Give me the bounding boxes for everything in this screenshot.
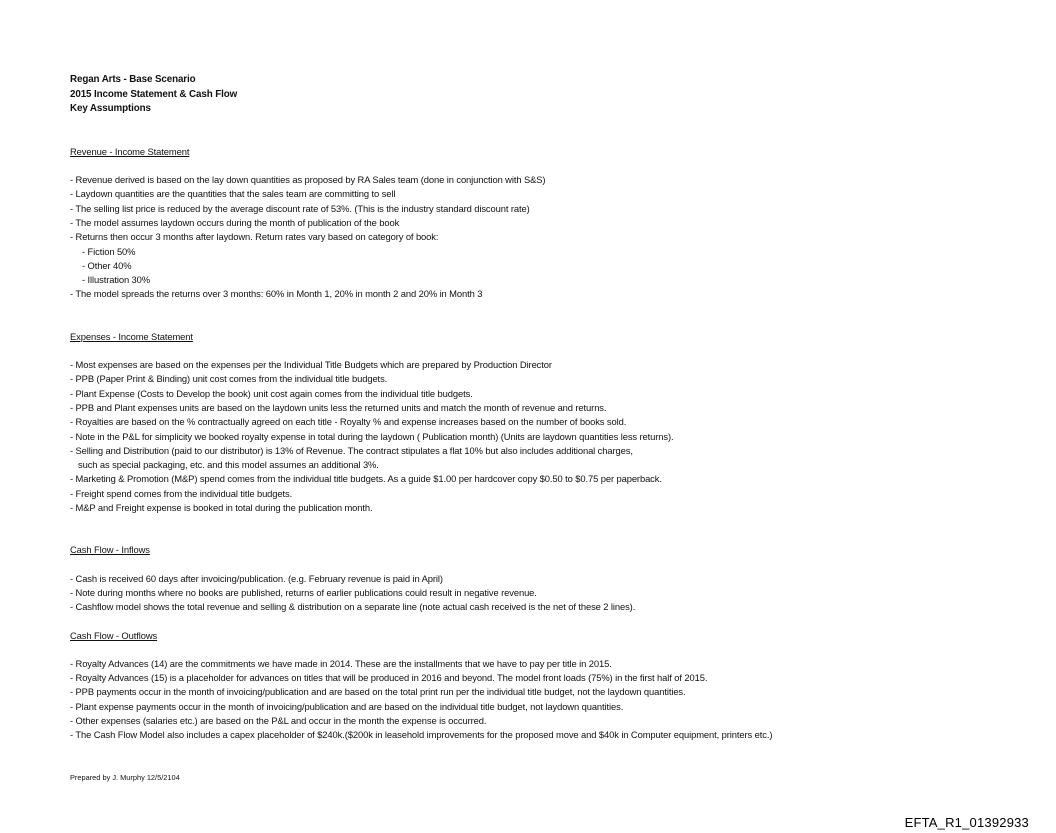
prepared-by-note: Prepared by J. Murphy 12/5/2104 bbox=[70, 773, 180, 782]
assumptions-document bbox=[70, 73, 1030, 743]
document-id: EFTA_R1_01392933 bbox=[904, 815, 1029, 830]
revenue-line: - The model spreads the returns over 3 months: 60% in Month 1, 20% in month 2 and 20% in Month 3 bbox=[70, 288, 483, 300]
header-key-assumptions: Key Assumptions bbox=[70, 103, 151, 115]
revenue-line: - The model assumes laydown occurs during the month of publication of the book bbox=[70, 216, 400, 228]
section-title-inflows: Cash Flow - Inflows bbox=[70, 544, 150, 556]
outflow-line: - Royalty Advances (14) are the commitments we have made in 2014. These are the installments that we have to pay per title in 2015. bbox=[70, 657, 612, 669]
expense-line: - M&P and Freight expense is booked in total during the publication month. bbox=[70, 502, 373, 514]
return-rate-fiction: - Fiction 50% bbox=[82, 245, 136, 257]
outflow-line: - Plant expense payments occur in the month of invoicing/publication and are based on the individual title budget, not laydown quantities. bbox=[70, 700, 624, 712]
section-title-revenue: Revenue - Income Statement bbox=[70, 145, 190, 157]
section-title-expenses: Expenses - Income Statement bbox=[70, 330, 193, 342]
header-title: Regan Arts - Base Scenario bbox=[70, 74, 196, 85]
outflow-assumptions bbox=[70, 657, 1030, 743]
expense-line: - Royalties are based on the % contractually agreed on each title - Royalty % and expense increases based on the number of books sold. bbox=[70, 416, 627, 428]
expense-line: - Note in the P&L for simplicity we booked royalty expense in total during the laydown ( Publication month) (Units are laydown quantities less returns). bbox=[70, 430, 674, 442]
outflow-line: - The Cash Flow Model also includes a capex placeholder of $240k.($200k in leasehold improvements for the proposed move and $40k in Computer equipment, printers etc.) bbox=[70, 729, 773, 741]
expense-line: - PPB (Paper Print & Binding) unit cost comes from the individual title budgets. bbox=[70, 373, 388, 385]
revenue-line: - Returns then occur 3 months after laydown. Return rates vary based on category of book: bbox=[70, 231, 439, 243]
revenue-line: - The selling list price is reduced by the average discount rate of 53%. (This is the industry standard discount rate) bbox=[70, 202, 530, 214]
outflow-line: - Other expenses (salaries etc.) are based on the P&L and occur in the month the expense is occurred. bbox=[70, 714, 487, 726]
expense-line: - Selling and Distribution (paid to our distributor) is 13% of Revenue. The contract stipulates a flat 10% but also includes additional charges, bbox=[70, 444, 633, 456]
expense-line: - Most expenses are based on the expenses per the Individual Title Budgets which are prepared by Production Director bbox=[70, 359, 552, 371]
expense-line-continuation: such as special packaging, etc. and this model assumes an additional 3%. bbox=[78, 459, 379, 471]
header-subtitle: 2015 Income Statement & Cash Flow bbox=[70, 88, 238, 100]
inflow-line: - Cash is received 60 days after invoicing/publication. (e.g. February revenue is paid in April) bbox=[70, 572, 443, 584]
expense-assumptions bbox=[70, 358, 1030, 515]
return-rate-other: - Other 40% bbox=[82, 259, 132, 271]
inflow-line: - Note during months where no books are published, returns of earlier publications could result in negative revenue. bbox=[70, 586, 537, 598]
revenue-line: - Laydown quantities are the quantities that the sales team are committing to sell bbox=[70, 188, 396, 200]
outflow-line: - PPB payments occur in the month of invoicing/publication and are based on the total print run per the individual title budget, not the laydown quantities. bbox=[70, 686, 686, 698]
return-rate-illustration: - Illustration 30% bbox=[82, 274, 151, 286]
inflow-line: - Cashflow model shows the total revenue and selling & distribution on a separate line (note actual cash received is the net of these 2 lines). bbox=[70, 601, 636, 613]
inflow-assumptions bbox=[70, 572, 1030, 615]
outflow-line: - Royalty Advances (15) is a placeholder for advances on titles that will be produced in 2016 and beyond. The model front loads (75%) in the first half of 2015. bbox=[70, 672, 708, 684]
expense-line: - PPB and Plant expenses units are based on the laydown units less the returned units and match the month of revenue and returns. bbox=[70, 401, 607, 413]
document-header bbox=[70, 73, 1030, 117]
expense-line: - Freight spend comes from the individual title budgets. bbox=[70, 487, 293, 499]
revenue-assumptions bbox=[70, 173, 1030, 302]
revenue-line: - Revenue derived is based on the lay down quantities as proposed by RA Sales team (done in conjunction with S&S) bbox=[70, 174, 546, 186]
expense-line: - Plant Expense (Costs to Develop the book) unit cost again comes from the individual title budgets. bbox=[70, 387, 473, 399]
expense-line: - Marketing & Promotion (M&P) spend comes from the individual title budgets. As a guide $1.00 per hardcover copy $0.50 to $0.75 per paperback. bbox=[70, 473, 662, 485]
section-title-outflows: Cash Flow - Outflows bbox=[70, 629, 158, 641]
